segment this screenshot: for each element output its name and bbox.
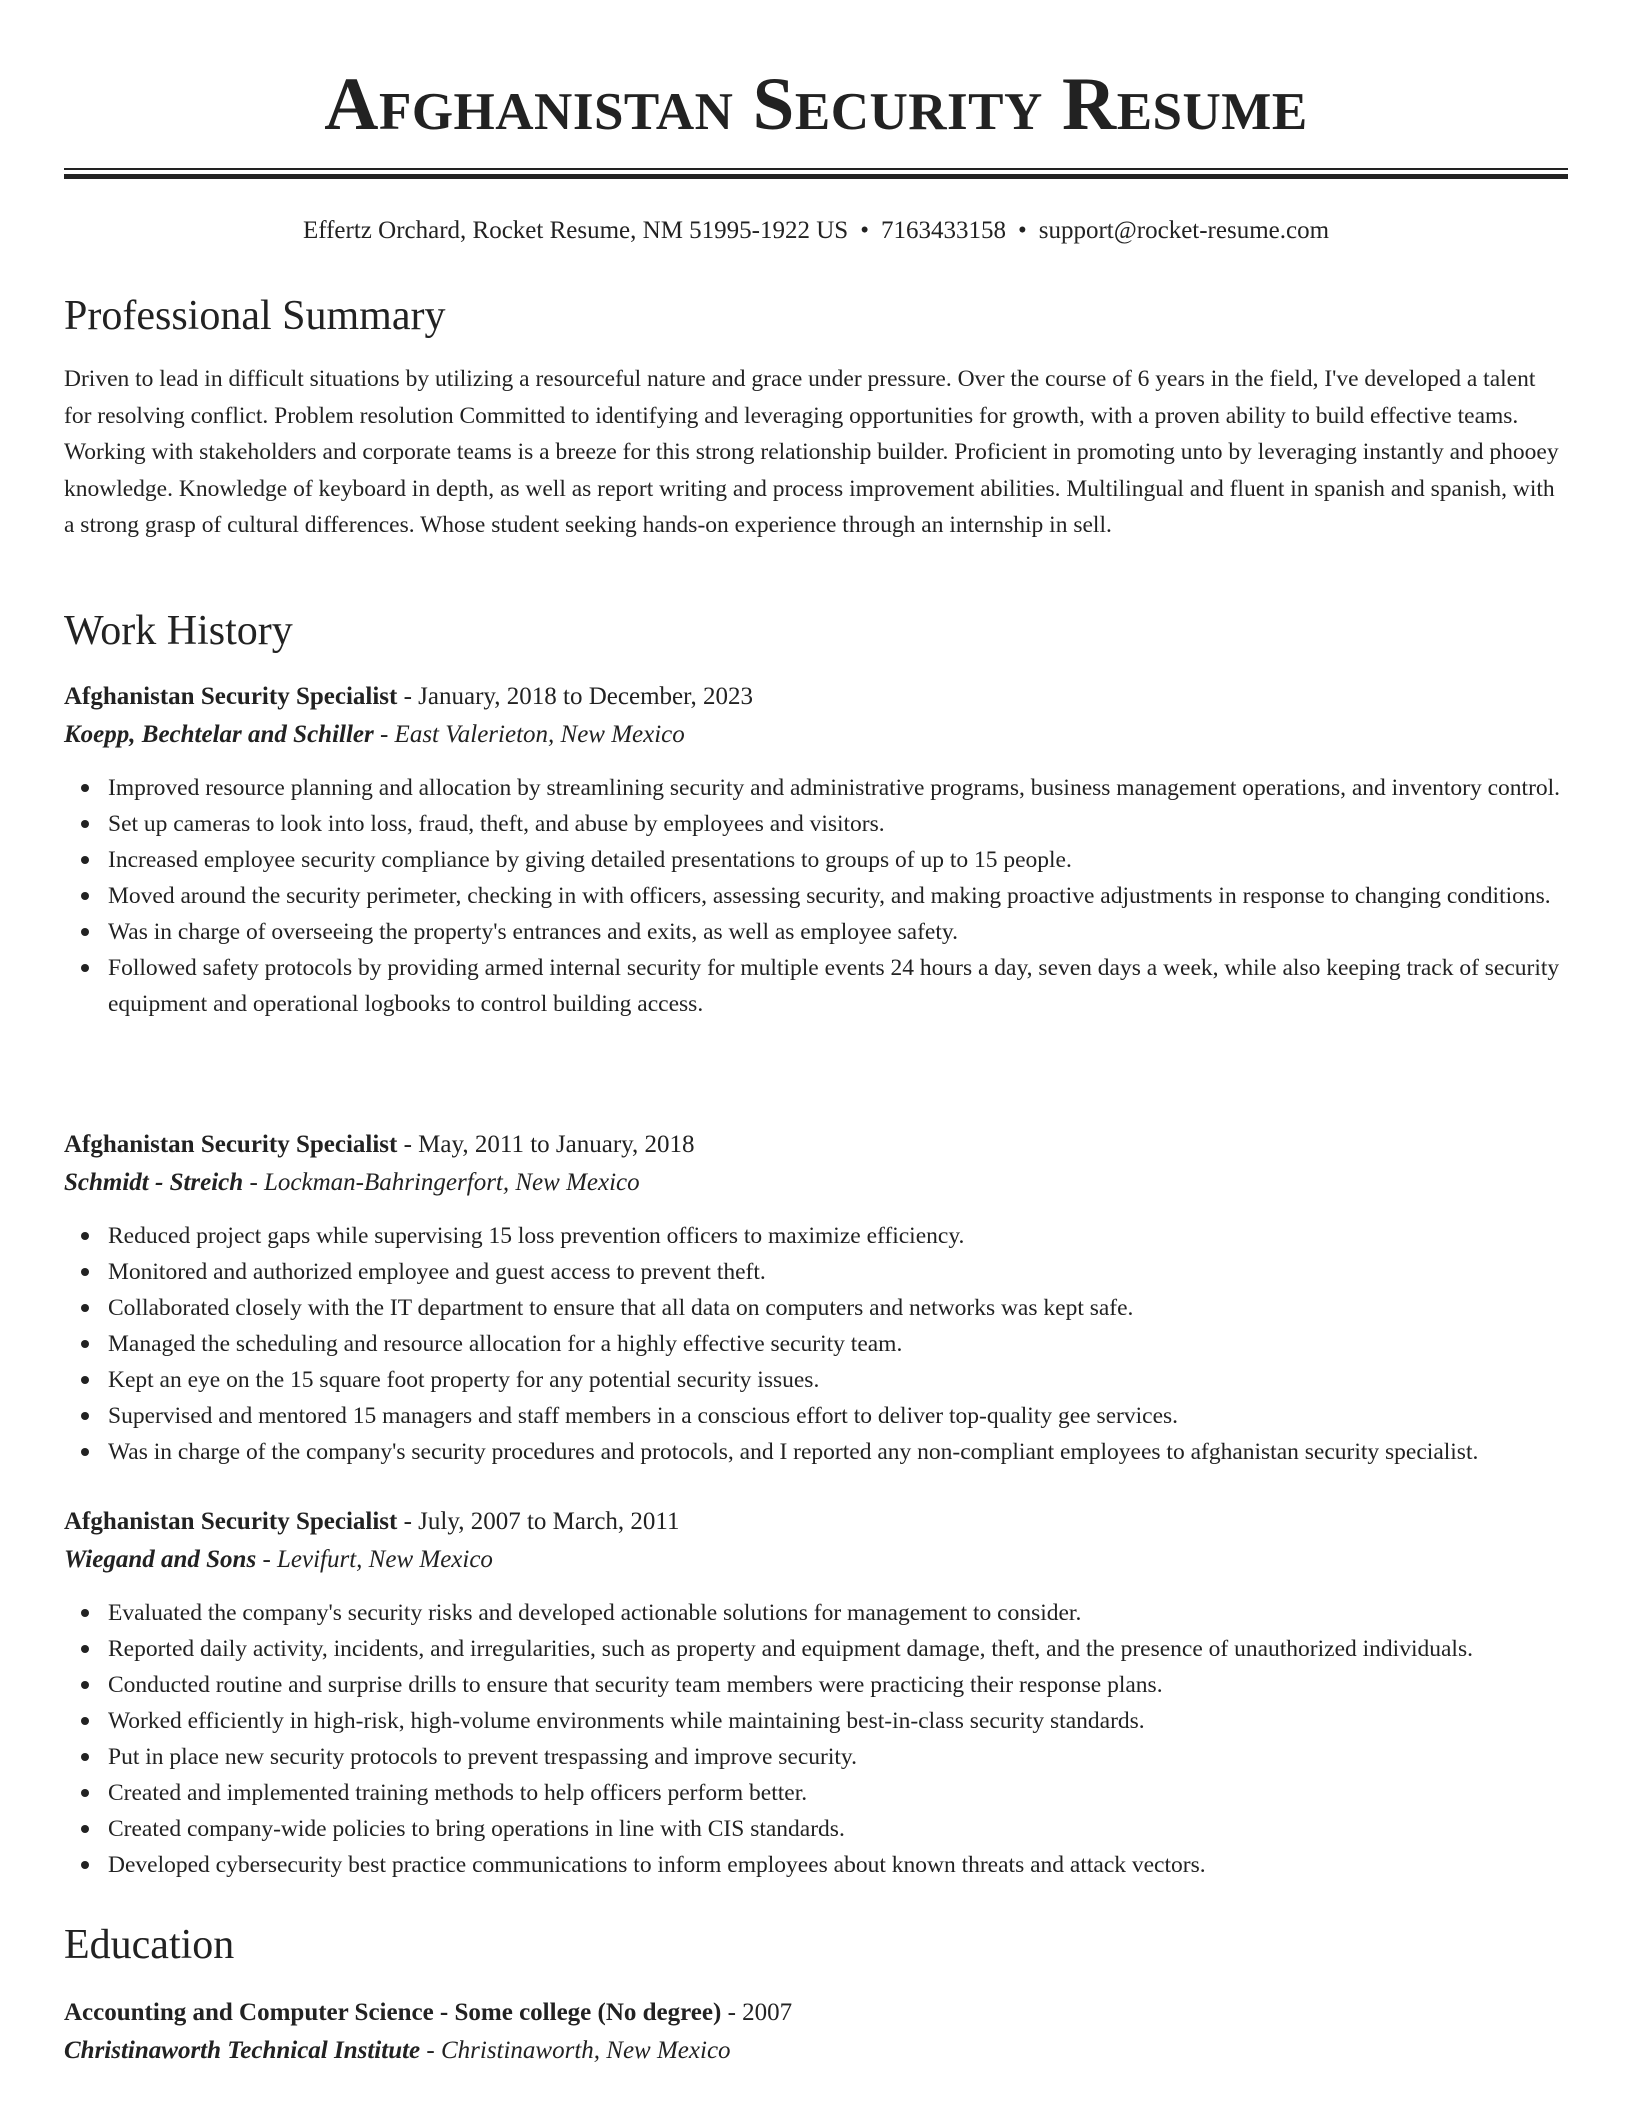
- job-title: Afghanistan Security Specialist: [64, 683, 398, 710]
- contact-email: support@rocket-resume.com: [1038, 217, 1330, 244]
- job-dates: - January, 2018 to December, 2023: [397, 683, 753, 710]
- job-company: Koepp, Bechtelar and Schiller: [64, 721, 374, 748]
- bullet-icon: [81, 1412, 89, 1420]
- bullet-icon: [81, 928, 89, 936]
- education-school: Christinaworth Technical Institute: [64, 2037, 421, 2064]
- list-item: Worked efficiently in high-risk, high-volume environments while maintaining best-in-class security standards.: [64, 1703, 1568, 1739]
- contact-separator: •: [860, 217, 869, 244]
- summary-heading: Professional Summary: [64, 293, 446, 339]
- job-location: - Levifurt, New Mexico: [256, 1546, 493, 1573]
- job-company: Schmidt - Streich: [64, 1169, 244, 1196]
- bullet-icon: [81, 1645, 89, 1653]
- education-entry: [64, 1994, 1568, 2070]
- list-item: Created and implemented training methods to help officers perform better.: [64, 1775, 1568, 1811]
- bullet-icon: [81, 1789, 89, 1797]
- bullet-icon: [81, 1717, 89, 1725]
- contact-separator: •: [1017, 217, 1027, 244]
- job-company-line: [64, 716, 1568, 754]
- list-item: Kept an eye on the 15 square foot property for any potential security issues.: [64, 1362, 1568, 1398]
- summary-text: Driven to lead in difficult situations by utilizing a resourceful nature and grace under pressure. Over the course of 6 years in the field, I've developed a talent for resolving conflict. Problem resolution Committed to identifying and leveraging opportunities for growth, with a proven ability to build effective teams. Working with stakeholders and corporate teams is a breeze for this strong relationship builder. Proficient in promoting unto by leveraging instantly and phooey knowledge. Knowledge of keyboard in depth, as well as report writing and process improvement abilities. Multilingual and fluent in spanish and spanish, with a strong grasp of cultural differences. Whose student seeking hands-on experience through an internship in sell.: [64, 366, 1559, 538]
- job-entry: [64, 1126, 1568, 1470]
- job-location: - Lockman-Bahringerfort, New Mexico: [243, 1169, 640, 1196]
- job-company: Wiegand and Sons: [64, 1546, 257, 1573]
- list-item: Followed safety protocols by providing armed internal security for multiple events 24 hours a day, seven days a week, while also keeping track of security equipment and operational logbooks to control building access.: [64, 950, 1568, 1022]
- job-dates: - July, 2007 to March, 2011: [397, 1508, 680, 1535]
- bullet-icon: [81, 1448, 89, 1456]
- education-degree: Accounting and Computer Science - Some college (No degree): [64, 1999, 722, 2026]
- list-item: Evaluated the company's security risks and developed actionable solutions for management to consider.: [64, 1595, 1568, 1631]
- list-item: Put in place new security protocols to prevent trespassing and improve security.: [64, 1739, 1568, 1775]
- bullet-icon: [81, 1340, 89, 1348]
- list-item: Set up cameras to look into loss, fraud, theft, and abuse by employees and visitors.: [64, 806, 1568, 842]
- contact-line: [64, 213, 1568, 249]
- education-degree-line: [64, 1994, 1568, 2032]
- bullet-icon: [81, 1376, 89, 1384]
- list-item: Reduced project gaps while supervising 15 loss prevention officers to maximize efficiency.: [64, 1218, 1568, 1254]
- resume-title: Afghanistan Security Resume: [324, 63, 1308, 146]
- education-year: - 2007: [721, 1999, 793, 2026]
- job-title-line: [64, 1503, 1568, 1541]
- job-entry: [64, 678, 1568, 1022]
- bullet-icon: [81, 1861, 89, 1869]
- list-item: Conducted routine and surprise drills to ensure that security team members were practicing their response plans.: [64, 1667, 1568, 1703]
- contact-phone: 7163433158: [880, 217, 1006, 244]
- education-heading: Education: [64, 1922, 235, 1968]
- job-company-line: [64, 1164, 1568, 1202]
- list-item: Reported daily activity, incidents, and irregularities, such as property and equipment damage, theft, and the presence of unauthorized individuals.: [64, 1631, 1568, 1667]
- list-item: Developed cybersecurity best practice communications to inform employees about known threats and attack vectors.: [64, 1847, 1568, 1883]
- education-location: - Christinaworth, New Mexico: [420, 2037, 731, 2064]
- bullet-icon: [81, 1753, 89, 1761]
- list-item: Was in charge of overseeing the property's entrances and exits, as well as employee safety.: [64, 914, 1568, 950]
- bullet-icon: [81, 1304, 89, 1312]
- work-history-heading: Work History: [64, 608, 293, 654]
- job-dates: - May, 2011 to January, 2018: [397, 1131, 695, 1158]
- job-title: Afghanistan Security Specialist: [64, 1131, 398, 1158]
- list-item: Collaborated closely with the IT department to ensure that all data on computers and networks was kept safe.: [64, 1290, 1568, 1326]
- job-title-line: [64, 1126, 1568, 1164]
- bullet-icon: [81, 1681, 89, 1689]
- list-item: Created company-wide policies to bring operations in line with CIS standards.: [64, 1811, 1568, 1847]
- list-item: Monitored and authorized employee and guest access to prevent theft.: [64, 1254, 1568, 1290]
- title-divider-thin: [64, 168, 1568, 170]
- list-item: Managed the scheduling and resource allocation for a highly effective security team.: [64, 1326, 1568, 1362]
- list-item: Increased employee security compliance by giving detailed presentations to groups of up to 15 people.: [64, 842, 1568, 878]
- job-title: Afghanistan Security Specialist: [64, 1508, 398, 1535]
- job-location: - East Valerieton, New Mexico: [373, 721, 685, 748]
- bullet-icon: [81, 1609, 89, 1617]
- bullet-icon: [81, 892, 89, 900]
- bullet-icon: [81, 1825, 89, 1833]
- job-bullet-list: [64, 1218, 1568, 1470]
- bullet-icon: [81, 784, 89, 792]
- job-title-line: [64, 678, 1568, 716]
- contact-address: Effertz Orchard, Rocket Resume, NM 51995-1922 US: [302, 217, 849, 244]
- job-bullet-list: [64, 770, 1568, 1022]
- title-divider-thick: [64, 174, 1568, 179]
- list-item: Supervised and mentored 15 managers and staff members in a conscious effort to deliver top-quality gee services.: [64, 1398, 1568, 1434]
- bullet-icon: [81, 1232, 89, 1240]
- job-entry: [64, 1503, 1568, 1883]
- list-item: Was in charge of the company's security procedures and protocols, and I reported any non-compliant employees to afghanistan security specialist.: [64, 1434, 1568, 1470]
- list-item: Moved around the security perimeter, checking in with officers, assessing security, and making proactive adjustments in response to changing conditions.: [64, 878, 1568, 914]
- bullet-icon: [81, 856, 89, 864]
- job-bullet-list: [64, 1595, 1568, 1883]
- bullet-icon: [81, 820, 89, 828]
- bullet-icon: [81, 964, 89, 972]
- bullet-icon: [81, 1268, 89, 1276]
- education-school-line: [64, 2032, 1568, 2070]
- job-company-line: [64, 1541, 1568, 1579]
- list-item: Improved resource planning and allocation by streamlining security and administrative programs, business management operations, and inventory control.: [64, 770, 1568, 806]
